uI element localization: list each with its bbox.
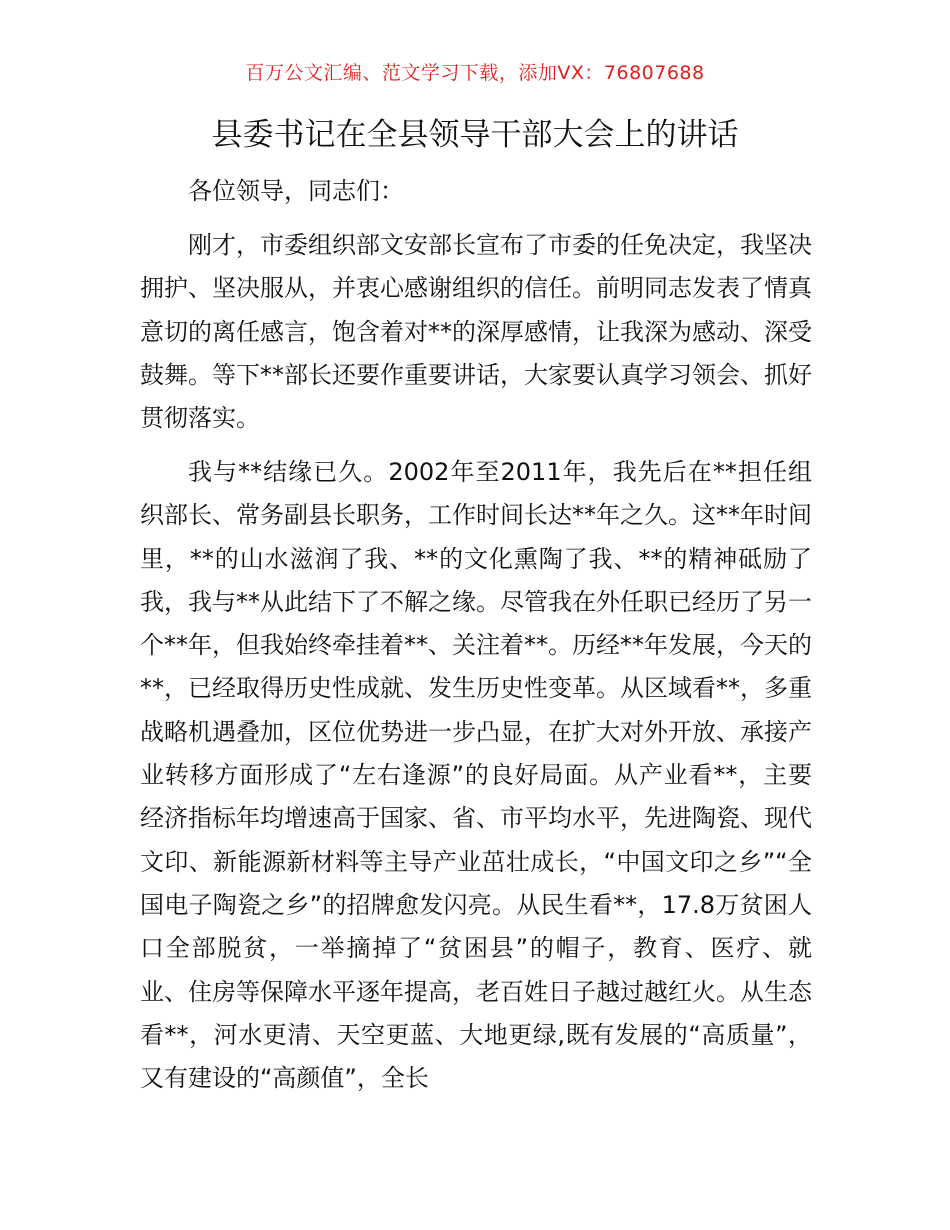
body-paragraph: 我与**结缘已久。2002年至2011年，我先后在**担任组织部长、常务副县长职务，工作时间长达**年之久。这**年时间里，**的山水滋润了我、**的文化熏陶了我、**的精神砥励了我，我与**从此结下了不解之缘。尽管我在外任职已经历了另一个**年，但我始终牵挂着**、关注着**。历经**年发展，今天的**，已经取得历史性成就、发生历史性变革。从区域看**，多重战略机遇叠加，区位优势进一步凸显，在扩大对外开放、承接产业转移方面形成了“左右逢源”的良好局面。从产业看**，主要经济指标年均增速高于国家、省、市平均水平，先进陶瓷、现代文印、新能源新材料等主导产业茁壮成长，“中国文印之乡”“全国电子陶瓷之乡”的招牌愈发闪亮。从民生看**，17.8万贫困人口全部脱贫，一举摘掉了“贫困县”的帽子，教育、医疗、就业、住房等保障水平逐年提高，老百姓日子越过越红火。从生态看**，河水更清、天空更蓝、大地更绿,既有发展的“高质量”，又有建设的“高颜值”，全长	[140, 458, 812, 1093]
header-watermark-note: 百万公文汇编、范文学习下载，添加VX：76807688	[245, 62, 705, 84]
page-title: 县委书记在全县领导干部大会上的讲话	[211, 117, 739, 153]
body-paragraph: 刚才，市委组织部文安部长宣布了市委的任免决定，我坚决拥护、坚决服从，并衷心感谢组织的信任。前明同志发表了情真意切的离任感言，饱含着对**的深厚感情，让我深为感动、深受鼓舞。等下**部长还要作重要讲话，大家要认真学习领会、抓好贯彻落实。	[140, 231, 812, 433]
salutation: 各位领导，同志们：	[188, 177, 404, 205]
